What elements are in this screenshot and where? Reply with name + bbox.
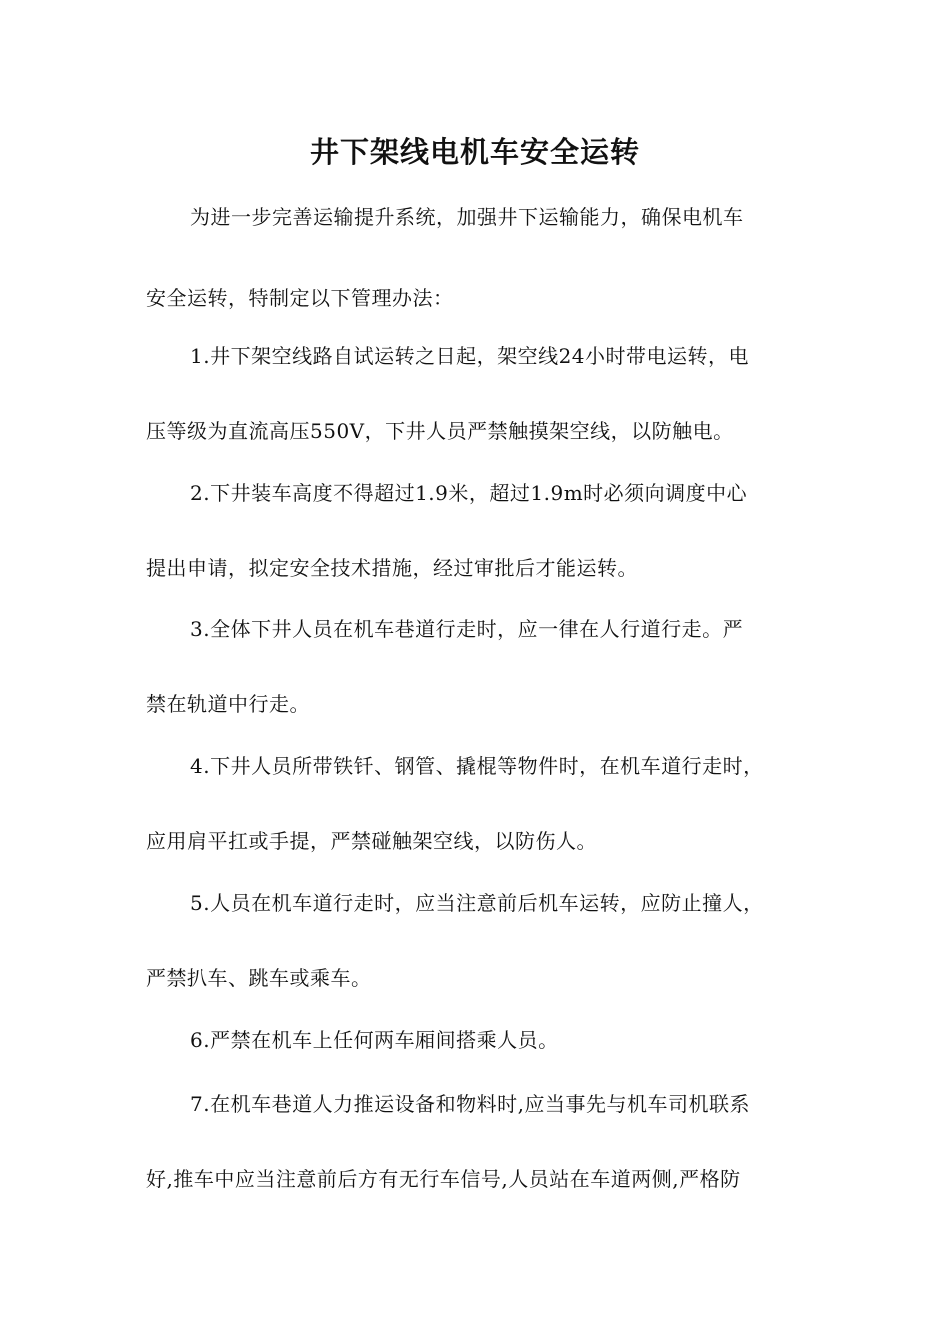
- rule-2-line-1: 2.下井装车高度不得超过1.9米，超过1.9m时必须向调度中心: [190, 481, 748, 505]
- paragraph-intro-line-2: 安全运转，特制定以下管理办法：: [146, 286, 454, 310]
- rule-3-line-2: 禁在轨道中行走。: [146, 692, 310, 716]
- rule-1-line-1: 1.井下架空线路自试运转之日起，架空线24小时带电运转，电: [190, 344, 750, 368]
- rule-7-line-1: 7.在机车巷道人力推运设备和物料时,应当事先与机车司机联系: [190, 1092, 750, 1116]
- rule-7-line-2: 好,推车中应当注意前后方有无行车信号,人员站在车道两侧,严格防: [146, 1167, 741, 1191]
- rule-6-line-1: 6.严禁在机车上任何两车厢间搭乘人员。: [190, 1028, 559, 1052]
- rule-4-line-2: 应用肩平扛或手提，严禁碰触架空线，以防伤人。: [146, 829, 597, 853]
- rule-5-line-1: 5.人员在机车道行走时，应当注意前后机车运转，应防止撞人，: [190, 891, 764, 915]
- rule-2-line-2: 提出申请，拟定安全技术措施，经过审批后才能运转。: [146, 556, 638, 580]
- document-title: 井下架线电机车安全运转: [309, 135, 640, 169]
- rule-3-line-1: 3.全体下井人员在机车巷道行走时，应一律在人行道行走。严: [190, 617, 744, 641]
- paragraph-intro-line-1: 为进一步完善运输提升系统，加强井下运输能力，确保电机车: [190, 205, 744, 229]
- rule-4-line-1: 4.下井人员所带铁钎、钢管、撬棍等物件时，在机车道行走时，: [190, 754, 764, 778]
- rule-1-line-2: 压等级为直流高压550V，下井人员严禁触摸架空线，以防触电。: [146, 419, 734, 443]
- rule-5-line-2: 严禁扒车、跳车或乘车。: [146, 966, 372, 990]
